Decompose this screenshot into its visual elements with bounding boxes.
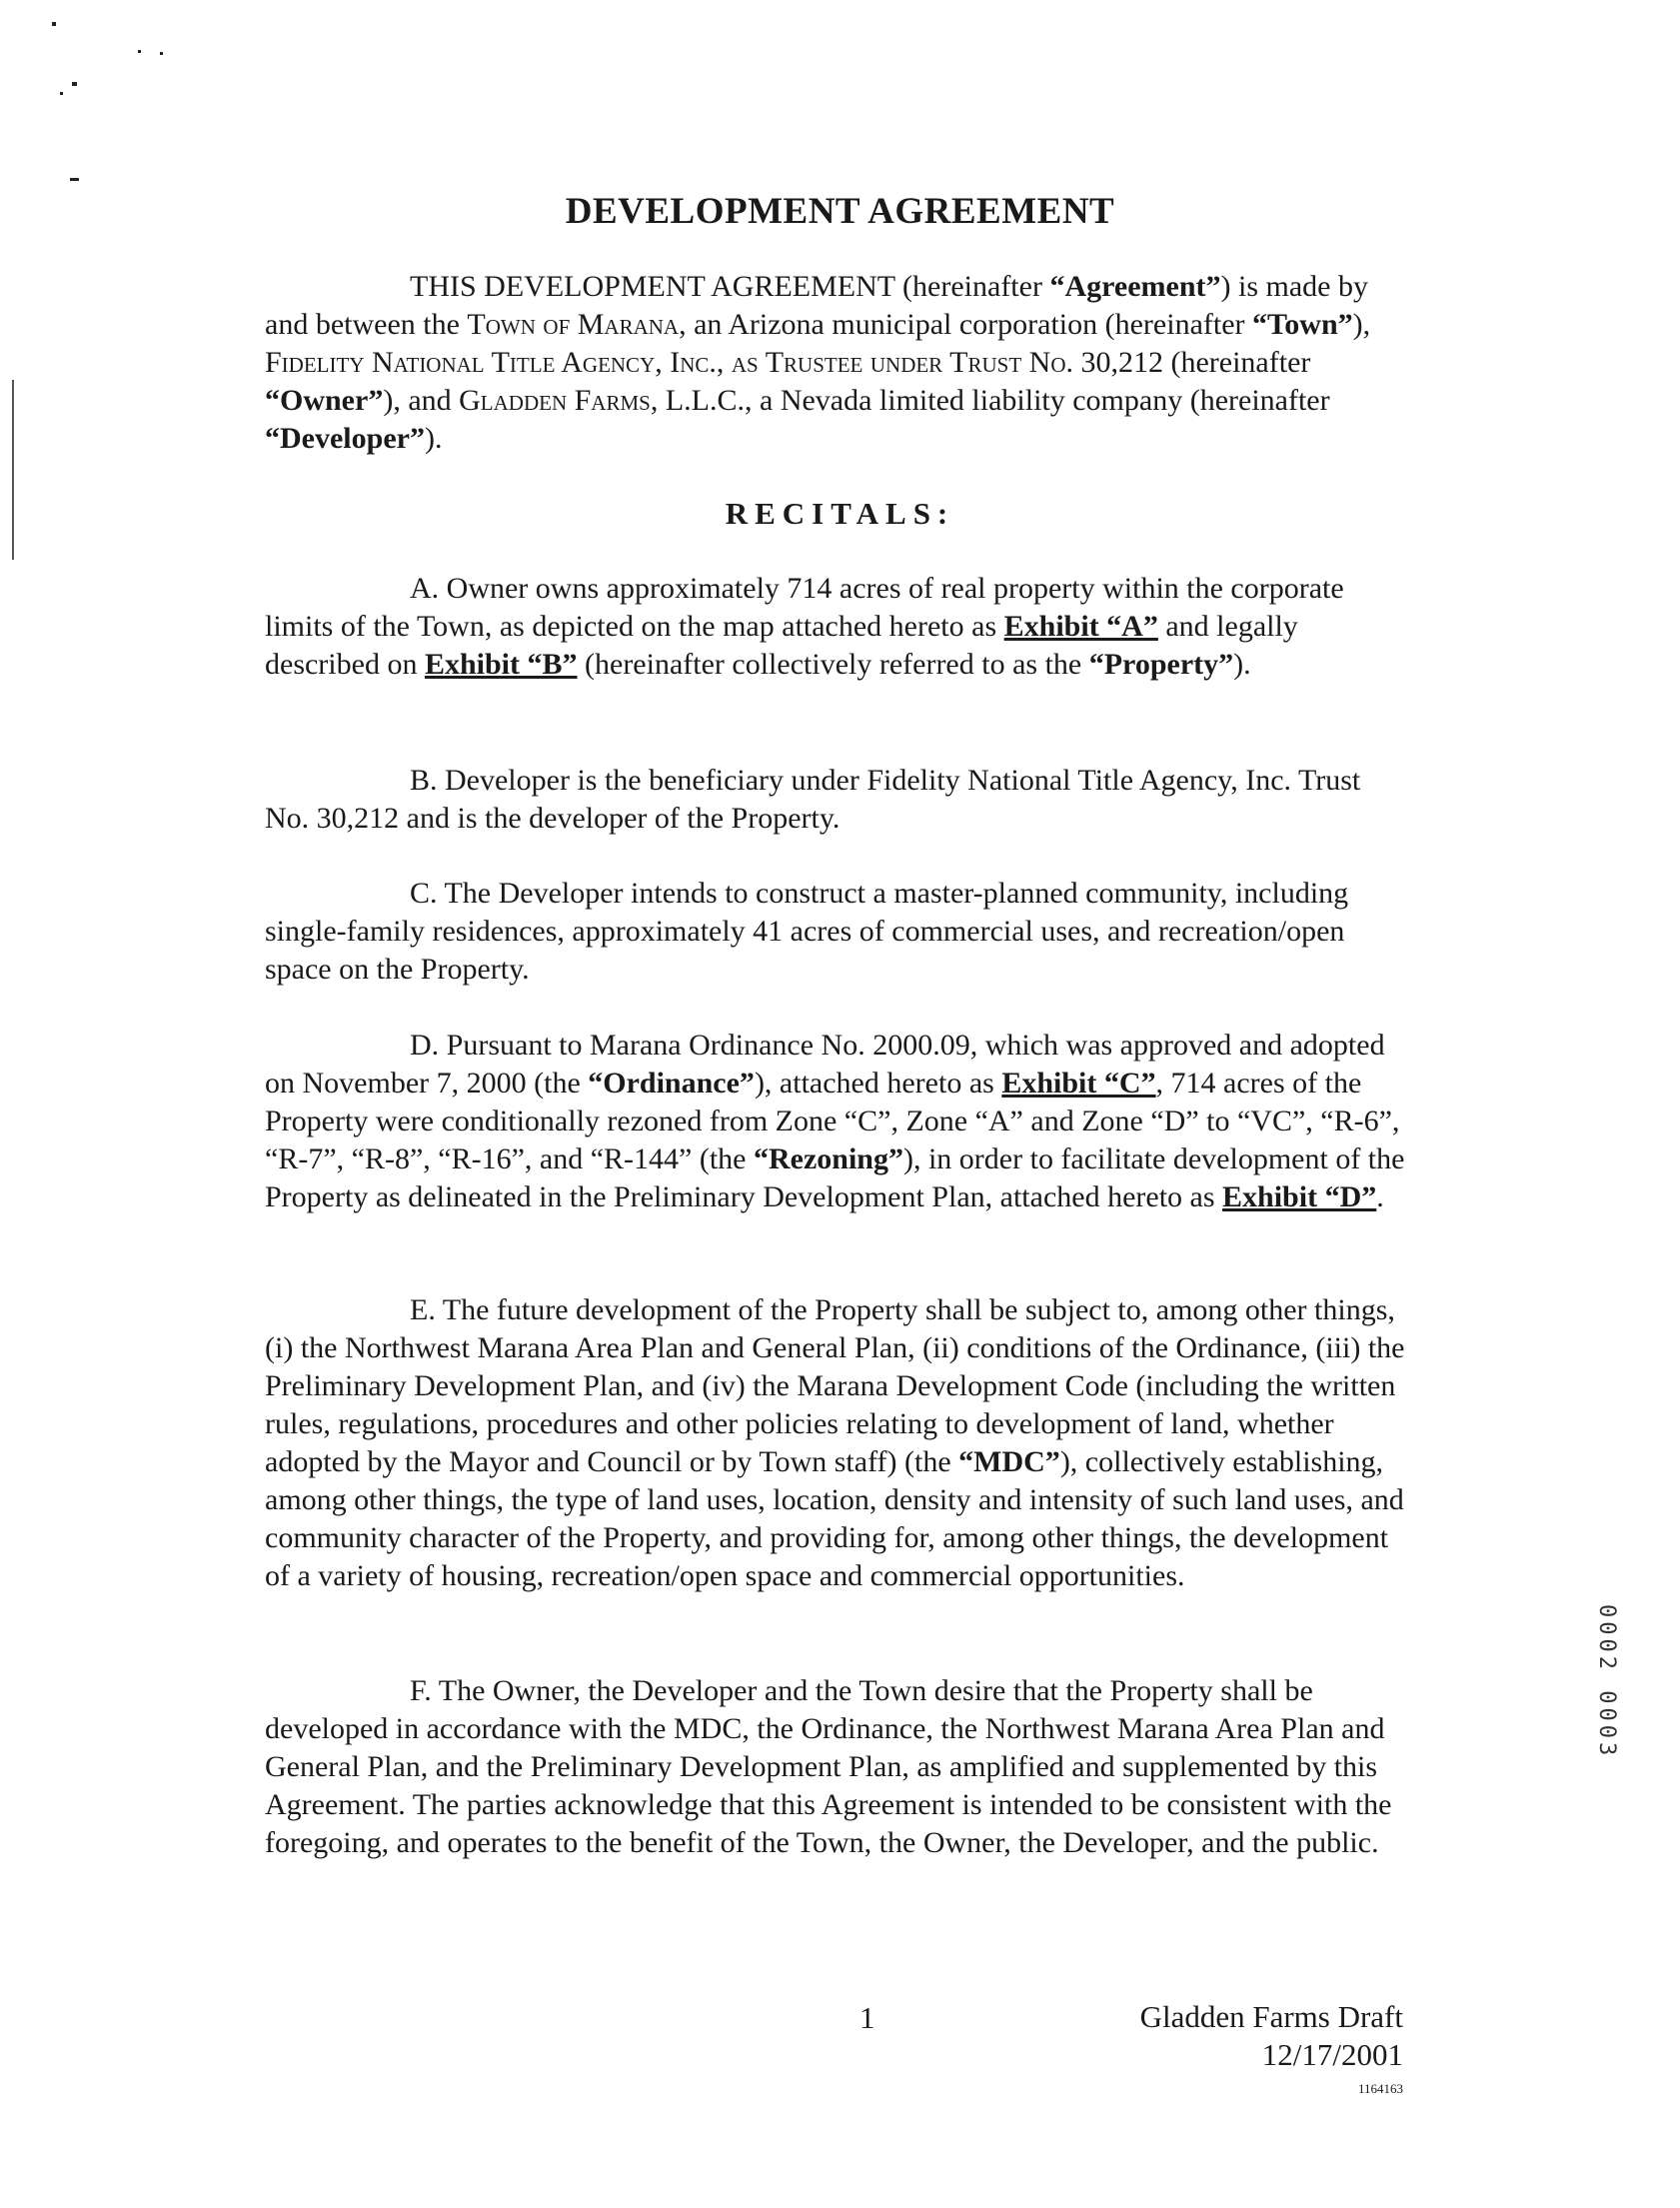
recital-a	[265, 570, 1409, 684]
defined-term-agreement: “Agreement”	[1049, 270, 1221, 303]
recital-text: ), attached hereto as	[754, 1067, 1002, 1100]
recital-text: ), collectively establishing, among other things, the type of land uses, location, density and intensity of such land uses, and community character of the Property, and providing for, among other things, the development of a variety of housing, recreation/open space and commercial opportunities.	[265, 1445, 1404, 1592]
party-town-name: Town of Marana	[467, 308, 680, 341]
side-bates-stamp	[1589, 1604, 1629, 1934]
document-title: DEVELOPMENT AGREEMENT	[565, 191, 1115, 232]
recital-text: ).	[1233, 648, 1251, 681]
recital-text: , 714 acres of the Property were conditionally rezoned from Zone “C”, Zone “A” and Zone “D” to “VC”, “R-6”, “R-7”, “R-8”, “R-16”, and “R-144” (the	[265, 1067, 1400, 1175]
recital-c: C. The Developer intends to construct a master-planned community, including single-family residences, approximately 41 acres of commercial uses, and recreation/open space on the Property.	[265, 877, 1349, 986]
recital-text: ), in order to facilitate development of the Property as delineated in the Preliminary Development Plan, attached hereto as	[265, 1142, 1405, 1213]
recital-text: D. Pursuant to Marana Ordinance No. 2000.09, which was approved and adopted on November 7, 2000 (the	[265, 1029, 1385, 1100]
page-number: 1	[859, 2000, 875, 2035]
scan-speck	[138, 50, 141, 53]
intro-text: ).	[424, 422, 443, 455]
scan-speck	[52, 22, 56, 26]
party-developer-name: Gladden Farms	[459, 384, 651, 417]
document-code: 1164163	[1357, 2081, 1403, 2096]
defined-term-owner: “Owner”	[265, 384, 384, 417]
exhibit-a-ref: Exhibit “A”	[1003, 610, 1158, 643]
side-stamp-text: 0002 0003	[1594, 1604, 1619, 1760]
exhibit-b-ref: Exhibit “B”	[424, 648, 578, 681]
defined-term-ordinance: “Ordinance”	[588, 1067, 755, 1100]
recital-d	[265, 1027, 1409, 1216]
defined-term-developer: “Developer”	[265, 422, 425, 455]
scan-speck	[60, 92, 63, 95]
recital-f: F. The Owner, the Developer and the Town desire that the Property shall be developed in accordance with the MDC, the Ordinance, the Northwest Marana Area Plan and General Plan, and the Preliminary Development Plan, as amplified and supplemented by this Agreement. The parties acknowledge that this Agreement is intended to be consistent with the foregoing, and operates to the benefit of the Town, the Owner, the Developer, and the public.	[265, 1674, 1392, 1859]
footer-date: 12/17/2001	[1261, 2037, 1403, 2072]
intro-text: 30,212 (hereinafter	[1072, 346, 1311, 379]
recital-text: and legally described on	[265, 610, 1298, 681]
recital-text: A. Owner owns approximately 714 acres of real property within the corporate limits of the Town, as depicted on the map attached hereto as	[265, 572, 1344, 643]
recital-b: B. Developer is the beneficiary under Fidelity National Title Agency, Inc. Trust No. 30,212 and is the developer of the Property.	[265, 764, 1361, 835]
recital-text: E. The future development of the Property shall be subject to, among other things, (i) the Northwest Marana Area Plan and General Plan, (ii) conditions of the Ordinance, (iii) the Preliminary Development Plan, and (iv) the Marana Development Code (including the written rules, regulations, procedures and other policies relating to development of land, whether adopted by the Mayor and Council or by Town staff) (the	[265, 1293, 1405, 1478]
defined-term-town: “Town”	[1252, 308, 1353, 341]
party-trustee-name: Fidelity National Title Agency, Inc., as Trustee under Trust No.	[265, 346, 1073, 379]
intro-text: ),	[1352, 308, 1371, 341]
scan-speck	[70, 178, 79, 181]
scan-edge-line	[12, 380, 14, 560]
intro-text: , an Arizona municipal corporation (hereinafter	[679, 308, 1253, 341]
recital-text: .	[1376, 1180, 1384, 1213]
intro-text: , L.L.C., a Nevada limited liability company (hereinafter	[650, 384, 1330, 417]
defined-term-rezoning: “Rezoning”	[753, 1142, 903, 1175]
intro-text: ) is made by and between the	[265, 270, 1368, 341]
defined-term-property: “Property”	[1088, 648, 1234, 681]
exhibit-d-ref: Exhibit “D”	[1222, 1180, 1377, 1213]
footer-draft-label	[1140, 1998, 1403, 2074]
footer-title: Gladden Farms Draft	[1139, 1999, 1403, 2034]
intro-text: ), and	[383, 384, 460, 417]
recital-e	[265, 1291, 1409, 1595]
exhibit-c-ref: Exhibit “C”	[1001, 1067, 1156, 1100]
scan-speck	[72, 82, 77, 86]
intro-paragraph	[265, 268, 1409, 458]
defined-term-mdc: “MDC”	[958, 1445, 1060, 1478]
recital-text: (hereinafter collectively referred to as the	[577, 648, 1089, 681]
intro-text: THIS DEVELOPMENT AGREEMENT (hereinafter	[410, 270, 1050, 303]
scan-speck	[160, 52, 163, 55]
recitals-heading: RECITALS:	[725, 496, 955, 531]
